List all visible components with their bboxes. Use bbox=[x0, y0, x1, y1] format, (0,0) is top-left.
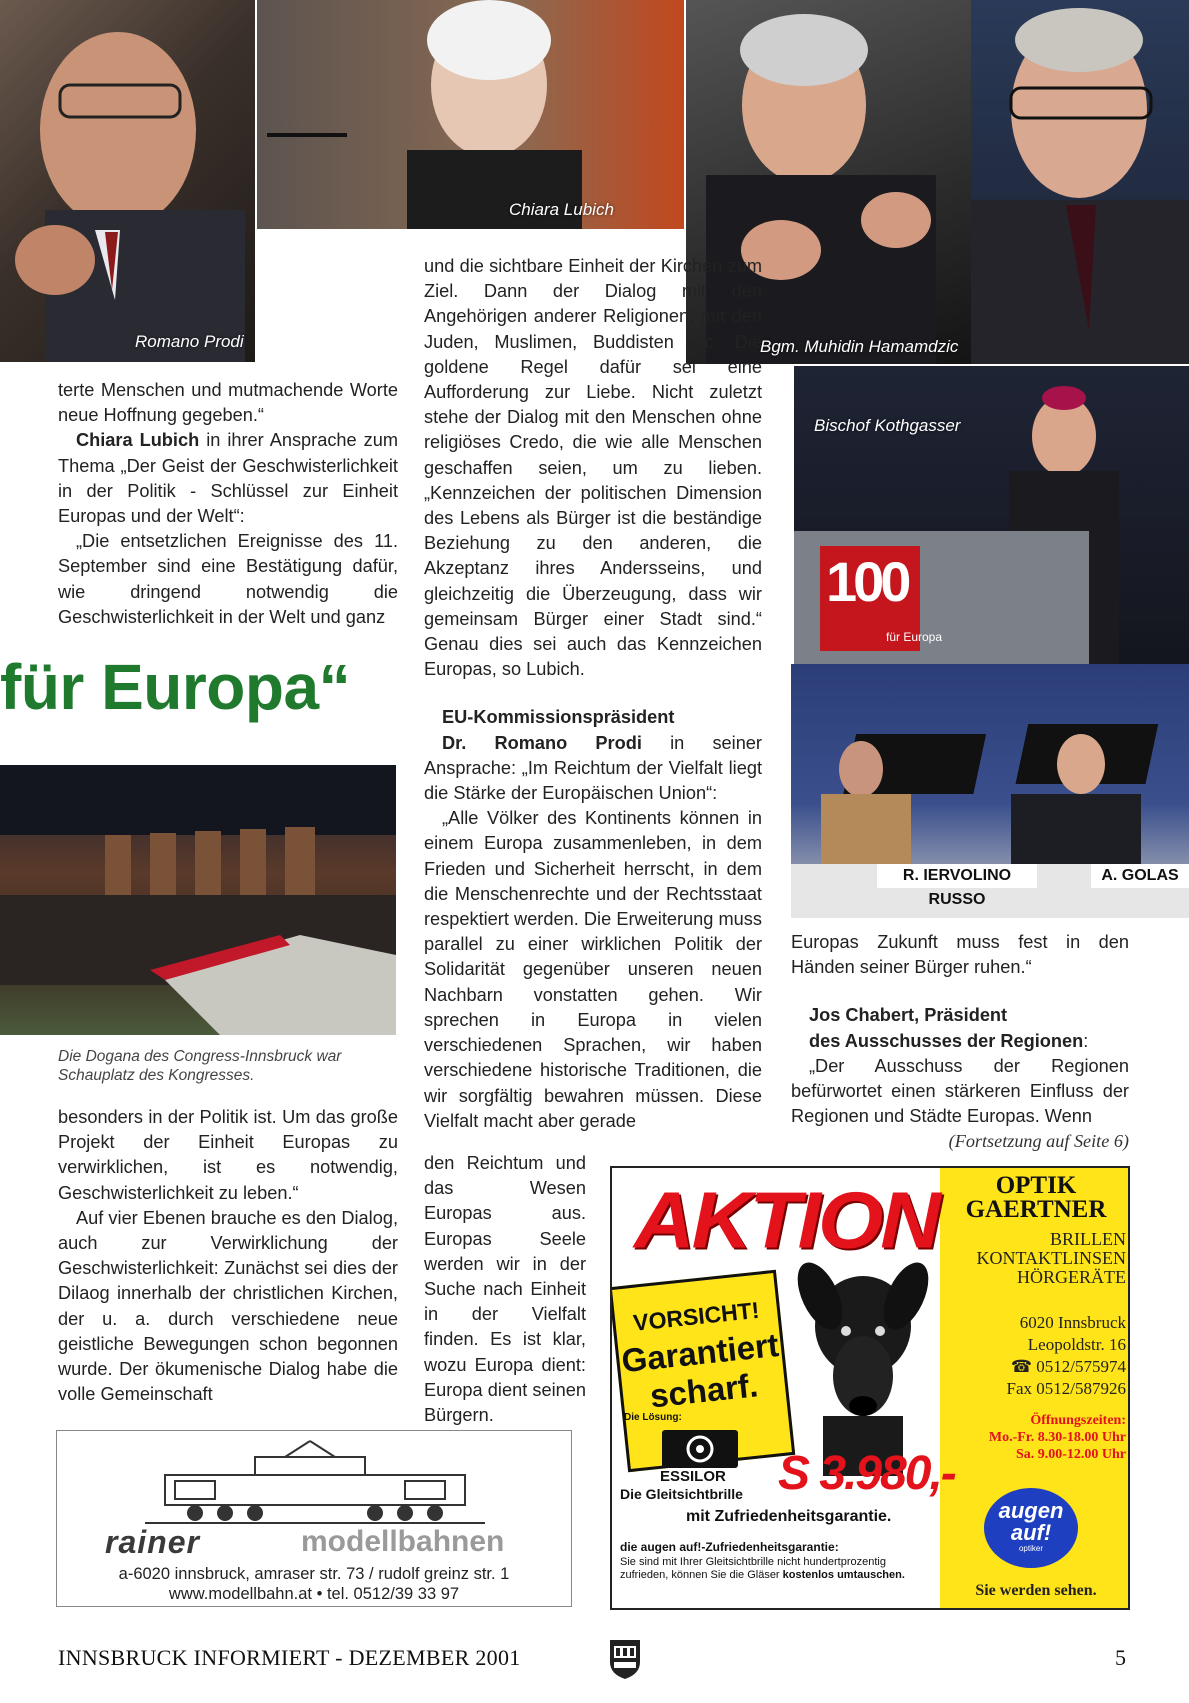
essilor-name: ESSILOR bbox=[660, 1468, 726, 1485]
guarantee-text-bold: kostenlos umtauschen. bbox=[782, 1569, 905, 1581]
photo-romano-prodi bbox=[0, 0, 255, 362]
optik-services bbox=[940, 1230, 1126, 1287]
podium-sign-sub: für Europa bbox=[886, 630, 943, 644]
lubich-portrait-shape bbox=[257, 0, 684, 229]
sign-line-3: scharf. bbox=[648, 1366, 760, 1415]
optik-hours-weekday: Mo.-Fr. 8.30-18.00 Uhr bbox=[988, 1430, 1126, 1445]
rainer-brand: rainer bbox=[105, 1524, 200, 1560]
col2-para-2 bbox=[424, 731, 762, 807]
rainer-address: a-6020 innsbruck, amraser str. 73 / rudolf greinz str. 1 bbox=[118, 1565, 510, 1583]
col1-lubich-intro: in ihrer Ansprache zum Thema „Der Geist der Geschwisterlichkeit in der Politik - Schlüssel zur Einheit Europas und der Welt“: bbox=[58, 430, 398, 527]
rainer-brand-2: modellbahnen bbox=[301, 1525, 505, 1558]
col2-prodi-name: Dr. Romano Prodi bbox=[442, 732, 642, 753]
optik-slogan: Sie werden sehen. bbox=[975, 1582, 1097, 1599]
optik-name bbox=[940, 1174, 1130, 1222]
price: S 3.980,- bbox=[778, 1447, 955, 1500]
col2-para-4: den Reichtum und das Wesen Europas aus. Europas Seele werden wir in der Suche nach Einheit in der Vielfalt finden. Es ist klar, wozu Europa dient: Europa dient seinen Bürgern. bbox=[424, 1153, 586, 1426]
column-3 bbox=[791, 930, 1129, 1155]
optik-hours-title: Öffnungszeiten: bbox=[1030, 1413, 1126, 1428]
photo-man-with-headphones bbox=[971, 0, 1189, 364]
col2-heading-prodi: EU-Kommissionspräsident bbox=[442, 707, 675, 728]
badge-line-1: augen bbox=[998, 1498, 1064, 1523]
prodi-portrait-shape bbox=[0, 0, 255, 362]
column-2-bottom bbox=[424, 1151, 586, 1428]
col2-para-3: „Alle Völker des Kontinents können in einem Europa zusammenleben, in dem Frieden und Sicherheit herrscht, in dem die Menschenrechte und der Rechtsstaat respektiert werden. Die Erweiterung muss parallel zu einer wirklichen Politik der Solidarität gegenüber unseren neuen Nachbarn vonstatten gehen. Wir sprechen in Europa in vielen verschiedenen Sprachen, wir haben verschiedene historische Traditionen, die wir sorgfältig bewahren müssen. Diese Vielfalt macht aber gerade bbox=[424, 808, 762, 1131]
guarantee-text bbox=[620, 1556, 920, 1582]
dog-icon bbox=[788, 1256, 938, 1476]
column-1-top bbox=[58, 378, 398, 630]
footer-publication: INNSBRUCK INFORMIERT - DEZEMBER 2001 bbox=[58, 1645, 521, 1670]
column-2 bbox=[424, 254, 762, 1134]
col2-prodi-intro: in seiner Ansprache: „Im Reichtum der Vielfalt liegt die Stärke der Europäischen Union“: bbox=[424, 732, 762, 804]
column-1-bottom bbox=[58, 1105, 398, 1407]
col3-heading-chabert-1: Jos Chabert, Präsident bbox=[809, 1005, 1008, 1026]
loesung-label: Die Lösung: bbox=[624, 1412, 682, 1423]
locomotive-icon bbox=[145, 1435, 485, 1525]
col1-para-4: besonders in der Politik ist. Um das große Projekt der Einheit Europas zu verwirklichen, ist es notwendig, Geschwisterlichkeit zu leben.“ bbox=[58, 1107, 398, 1203]
optik-hours-saturday: Sa. 9.00-12.00 Uhr bbox=[1015, 1447, 1126, 1462]
optik-name-1: OPTIK bbox=[995, 1172, 1077, 1199]
footer-page-number: 5 bbox=[1115, 1645, 1126, 1670]
essilor-logo-icon bbox=[662, 1430, 738, 1468]
brille-line-2: mit Zufriedenheitsgarantie. bbox=[686, 1508, 892, 1525]
nameplate-right: A. GOLAS bbox=[1091, 864, 1189, 888]
optik-hours bbox=[940, 1412, 1126, 1463]
hamamdzic-caption: Bgm. Muhidin Hamamdzic bbox=[760, 337, 959, 356]
headline: für Europa“ bbox=[0, 651, 351, 723]
optik-city: 6020 Innsbruck bbox=[1019, 1313, 1126, 1332]
badge-line-2: auf! bbox=[1010, 1520, 1052, 1545]
col3-heading-chabert-2-text: des Ausschusses der Regionen bbox=[809, 1030, 1084, 1051]
lubich-caption: Chiara Lubich bbox=[509, 200, 614, 219]
photo-chiara-lubich bbox=[257, 0, 684, 229]
col3-heading-chabert-2 bbox=[791, 1029, 1129, 1054]
headphones-portrait-shape bbox=[971, 0, 1189, 364]
hall-scene-shape bbox=[0, 765, 396, 1035]
podium-sign-number: 100 bbox=[826, 550, 908, 613]
kothgasser-caption: Bischof Kothgasser bbox=[814, 416, 961, 435]
col1-para-3: „Die entsetzlichen Ereignisse des 11. September sind eine Bestätigung dafür, wie dringend notwendig die Geschwisterlichkeit in der Welt und ganz bbox=[58, 531, 398, 627]
photo-bischof-kothgasser bbox=[794, 366, 1189, 664]
optik-name-2: GAERTNER bbox=[965, 1196, 1107, 1223]
col3-para-2: „Der Ausschuss der Regionen befürwortet einen stärkeren Einfluss der Regionen und Städte Europas. Wenn bbox=[791, 1055, 1129, 1127]
ad-aktion-title: AKTION bbox=[634, 1175, 938, 1265]
col1-para-5: Auf vier Ebenen brauche es den Dialog, auch zur Verwirklichung der Geschwisterlichkeit: Zunächst sei dies der Dilaog innerhalb der christlichen Kirchen, der u. a. durch verschiedene neue geistliche Bewegungen schon begonnen wurde. Der ökumenische Dialog habe die volle Gemeinschaft bbox=[58, 1207, 398, 1405]
sign-line-1: VORSICHT! bbox=[631, 1296, 761, 1336]
col2-para-1: und die sichtbare Einheit der Kirchen zum Ziel. Dann der Dialog mit den Angehörigen anderer Religionen, mit den Juden, Muslimen, Buddisten etc. Die goldene Regel dafür sei eine Aufforderung zur Liebe. Nicht zuletzt stehe der Dialog mit den Menschen ohne religiöses Credo, die wie alle Menschen geschaffen seien, um zu lieben. „Kennzeichen der politischen Dimension des Lebens als Bürger ist die beständige Beziehung zu den anderen, die Akzeptanz ihres Andersseins, und gleichzeitig die Überzeugung, dass wir gemeinsam Bürger einer Stadt sind.“ Genau dies sei auch das Kennzeichen Europas, so Lubich. bbox=[424, 256, 762, 680]
col1-para-2 bbox=[58, 428, 398, 529]
guarantee-title: die augen auf!-Zufriedenheitsgarantie: bbox=[620, 1540, 839, 1554]
essilor-logo bbox=[662, 1430, 738, 1468]
rainer-web-phone: www.modellbahn.at • tel. 0512/39 33 97 bbox=[168, 1585, 460, 1603]
badge-line-3: optiker bbox=[1018, 1544, 1043, 1553]
optik-phone: ☎ 0512/575974 bbox=[1010, 1357, 1126, 1376]
nameplate-left: R. IERVOLINO RUSSO bbox=[877, 864, 1037, 888]
photo-dogana-hall bbox=[0, 765, 396, 1035]
photo-panel-iervolino-golas bbox=[791, 664, 1189, 918]
prodi-caption: Romano Prodi bbox=[135, 332, 244, 351]
optik-service-1: BRILLEN bbox=[1050, 1229, 1126, 1249]
col3-para-1: Europas Zukunft muss fest in den Händen seiner Bürger ruhen.“ bbox=[791, 932, 1129, 978]
augen-auf-badge bbox=[984, 1488, 1078, 1568]
col3-heading-colon: : bbox=[1083, 1030, 1089, 1051]
ad-optik-gaertner[interactable] bbox=[610, 1166, 1130, 1610]
sign-line-2: Garantiert bbox=[619, 1325, 781, 1380]
optik-service-3: HÖRGERÄTE bbox=[1017, 1267, 1126, 1287]
optik-contact bbox=[940, 1312, 1126, 1400]
col1-lubich-name: Chiara Lubich bbox=[76, 430, 200, 451]
hall-caption: Die Dogana des Congress-Innsbruck war Schauplatz des Kongresses. bbox=[58, 1048, 342, 1084]
brille-line-1: Die Gleitsichtbrille bbox=[620, 1486, 743, 1502]
col3-continuation: (Fortsetzung auf Seite 6) bbox=[948, 1131, 1129, 1152]
col1-para-1: terte Menschen und mutmachende Worte neue Hoffnung gegeben.“ bbox=[58, 380, 398, 426]
ad-rainer-modellbahnen[interactable] bbox=[56, 1430, 572, 1607]
guarantee-text-body: Sie sind mit Ihrer Gleitsichtbrille nicht hundertprozentig zufrieden, können Sie die Gläser bbox=[620, 1556, 886, 1581]
optik-street: Leopoldstr. 16 bbox=[1027, 1335, 1126, 1354]
kothgasser-scene-shape bbox=[794, 366, 1189, 664]
innsbruck-crest-icon bbox=[608, 1638, 642, 1680]
optik-fax: Fax 0512/587926 bbox=[1006, 1379, 1126, 1398]
optik-service-2: KONTAKTLINSEN bbox=[976, 1248, 1126, 1268]
